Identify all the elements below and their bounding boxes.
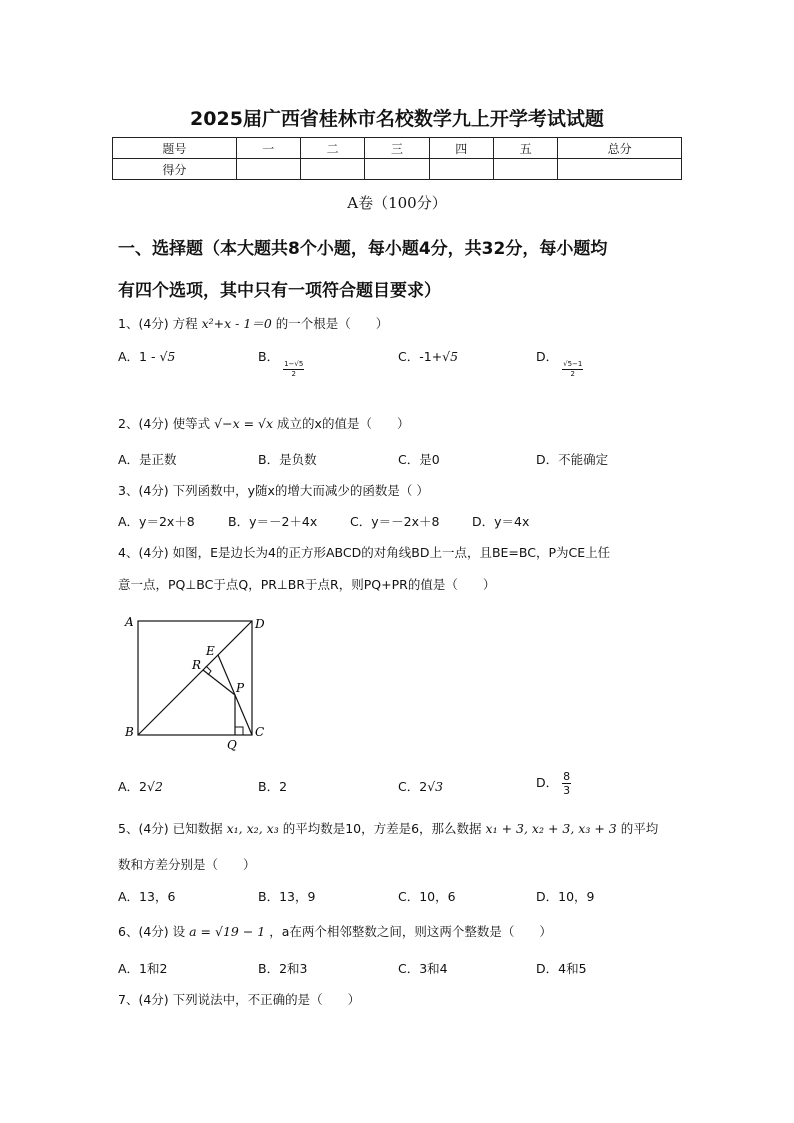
option-d: D．4和5 <box>536 961 587 976</box>
fraction-denominator: 2 <box>570 370 575 378</box>
option-formula: √5 <box>159 349 176 364</box>
question-3-stem: 3、(4分) 下列函数中，y随x的增大而减少的函数是（ ） <box>118 483 429 498</box>
score-table-cell: 题号 <box>113 138 237 159</box>
question-formula: √−x = √x <box>214 416 274 431</box>
option-c: C．10，6 <box>398 889 456 904</box>
option-a: A．y＝2x＋8 <box>118 514 195 529</box>
option-formula: √2 <box>147 779 163 794</box>
score-table-cell: 一 <box>236 138 300 159</box>
question-formula: x₁ + 3, x₂ + 3, x₃ + 3 <box>485 821 617 836</box>
label-d: D <box>255 617 265 631</box>
option-b <box>258 347 304 378</box>
question-6-stem <box>118 922 552 940</box>
option-a: A．1和2 <box>118 961 168 976</box>
question-stem-text: 的一个根是（ ） <box>275 316 389 331</box>
option-d: D．y＝4x <box>472 514 530 529</box>
option-formula: √3 <box>427 779 444 794</box>
label-q: Q <box>227 738 237 752</box>
question-stem-text: 5、(4分) 已知数据 <box>118 821 223 836</box>
option-a <box>118 777 163 795</box>
option-d: D．不能确定 <box>536 452 609 467</box>
score-table <box>112 137 682 180</box>
score-table-cell <box>558 159 682 180</box>
question-1-stem <box>118 314 388 332</box>
option-label: A．1 - <box>118 349 160 364</box>
label-e: E <box>206 644 215 658</box>
score-table-cell: 总分 <box>558 138 682 159</box>
question-7-stem: 7、(4分) 下列说法中，不正确的是（ ） <box>118 992 361 1007</box>
question-stem-text: 2、(4分) 使等式 <box>118 416 211 431</box>
right-angle-mark-q <box>235 727 243 735</box>
fraction-numerator: 8 <box>563 770 571 783</box>
score-table-cell: 五 <box>493 138 557 159</box>
option-fraction <box>562 360 583 379</box>
option-b: B．2和3 <box>258 961 308 976</box>
label-b: B <box>125 725 134 739</box>
option-label: A．2 <box>118 779 148 794</box>
question-stem-text: 的平均 <box>620 821 659 836</box>
option-d: D．10，9 <box>536 889 595 904</box>
question-stem-text: 的平均数是10，方差是6，那么数据 <box>282 821 482 836</box>
label-p: P <box>236 681 245 695</box>
option-c: C．是0 <box>398 452 440 467</box>
option-b: B．13，9 <box>258 889 316 904</box>
option-formula: √5 <box>442 349 459 364</box>
question-formula: a = √19 − 1 <box>189 924 266 939</box>
score-table-cell: 四 <box>429 138 493 159</box>
option-d <box>536 770 571 797</box>
option-a: A．是正数 <box>118 452 177 467</box>
question-5-stem-line1 <box>118 819 658 837</box>
question-stem-text: 1、(4分) 方程 <box>118 316 198 331</box>
label-c: C <box>255 725 265 739</box>
option-b: B．是负数 <box>258 452 317 467</box>
question-stem-text: ，a在两个相邻整数之间，则这两个整数是（ ） <box>269 924 552 939</box>
section-heading-line2: 有四个选项，其中只有一项符合题目要求） <box>118 281 441 301</box>
option-label: D． <box>536 349 559 364</box>
option-label: C．‑1+ <box>398 349 443 364</box>
section-subtitle: A卷（100分） <box>347 194 447 212</box>
option-c <box>398 347 458 365</box>
label-a: A <box>125 615 134 629</box>
score-table-cell: 得分 <box>113 159 237 180</box>
option-label: B． <box>258 349 280 364</box>
question-formula: x²+x - 1＝0 <box>201 316 272 331</box>
question-formula: x₁, x₂, x₃ <box>226 821 279 836</box>
option-label: C．2 <box>398 779 428 794</box>
fraction-denominator: 3 <box>563 784 571 797</box>
question-5-stem-line2: 数和方差分别是（ ） <box>118 857 256 872</box>
page-title: 2025届广西省桂林市名校数学九上开学考试试题 <box>190 108 604 130</box>
question-stem-text: 成立的x的值是（ ） <box>277 416 410 431</box>
score-table-cell <box>300 159 364 180</box>
question-stem-text: 6、(4分) 设 <box>118 924 186 939</box>
option-a <box>118 347 175 365</box>
section-heading-line1: 一、选择题（本大题共8个小题，每小题4分，共32分，每小题均 <box>118 239 608 259</box>
option-label: D． <box>536 775 559 790</box>
score-table-cell <box>365 159 429 180</box>
label-r: R <box>192 658 202 672</box>
fraction-numerator: √5−1 <box>563 360 583 368</box>
option-c: C．y＝－2x＋8 <box>350 514 440 529</box>
option-b <box>258 777 287 795</box>
square-geometry-figure <box>118 610 278 755</box>
option-d <box>536 347 583 378</box>
score-table-cell: 二 <box>300 138 364 159</box>
question-4-stem-line2: 意一点，PQ⊥BC于点Q，PR⊥BR于点R，则PQ+PR的值是（ ） <box>118 577 496 592</box>
option-c: C．3和4 <box>398 961 448 976</box>
score-table-cell: 三 <box>365 138 429 159</box>
score-table-score-row <box>113 159 682 180</box>
question-2-stem <box>118 414 409 432</box>
score-table-cell <box>493 159 557 180</box>
score-table-cell <box>236 159 300 180</box>
option-fraction <box>283 360 304 379</box>
score-table-header-row <box>113 138 682 159</box>
fraction-denominator: 2 <box>291 370 296 378</box>
score-table-cell <box>429 159 493 180</box>
fraction-numerator: 1−√5 <box>284 360 304 368</box>
option-a: A．13，6 <box>118 889 176 904</box>
option-b: B．y＝－2＋4x <box>228 514 318 529</box>
option-label: B．2 <box>258 779 288 794</box>
option-c <box>398 777 443 795</box>
option-fraction <box>562 770 571 797</box>
question-4-stem-line1: 4、(4分) 如图，E是边长为4的正方形ABCD的对角线BD上一点，且BE=BC，P为CE上任 <box>118 545 611 560</box>
